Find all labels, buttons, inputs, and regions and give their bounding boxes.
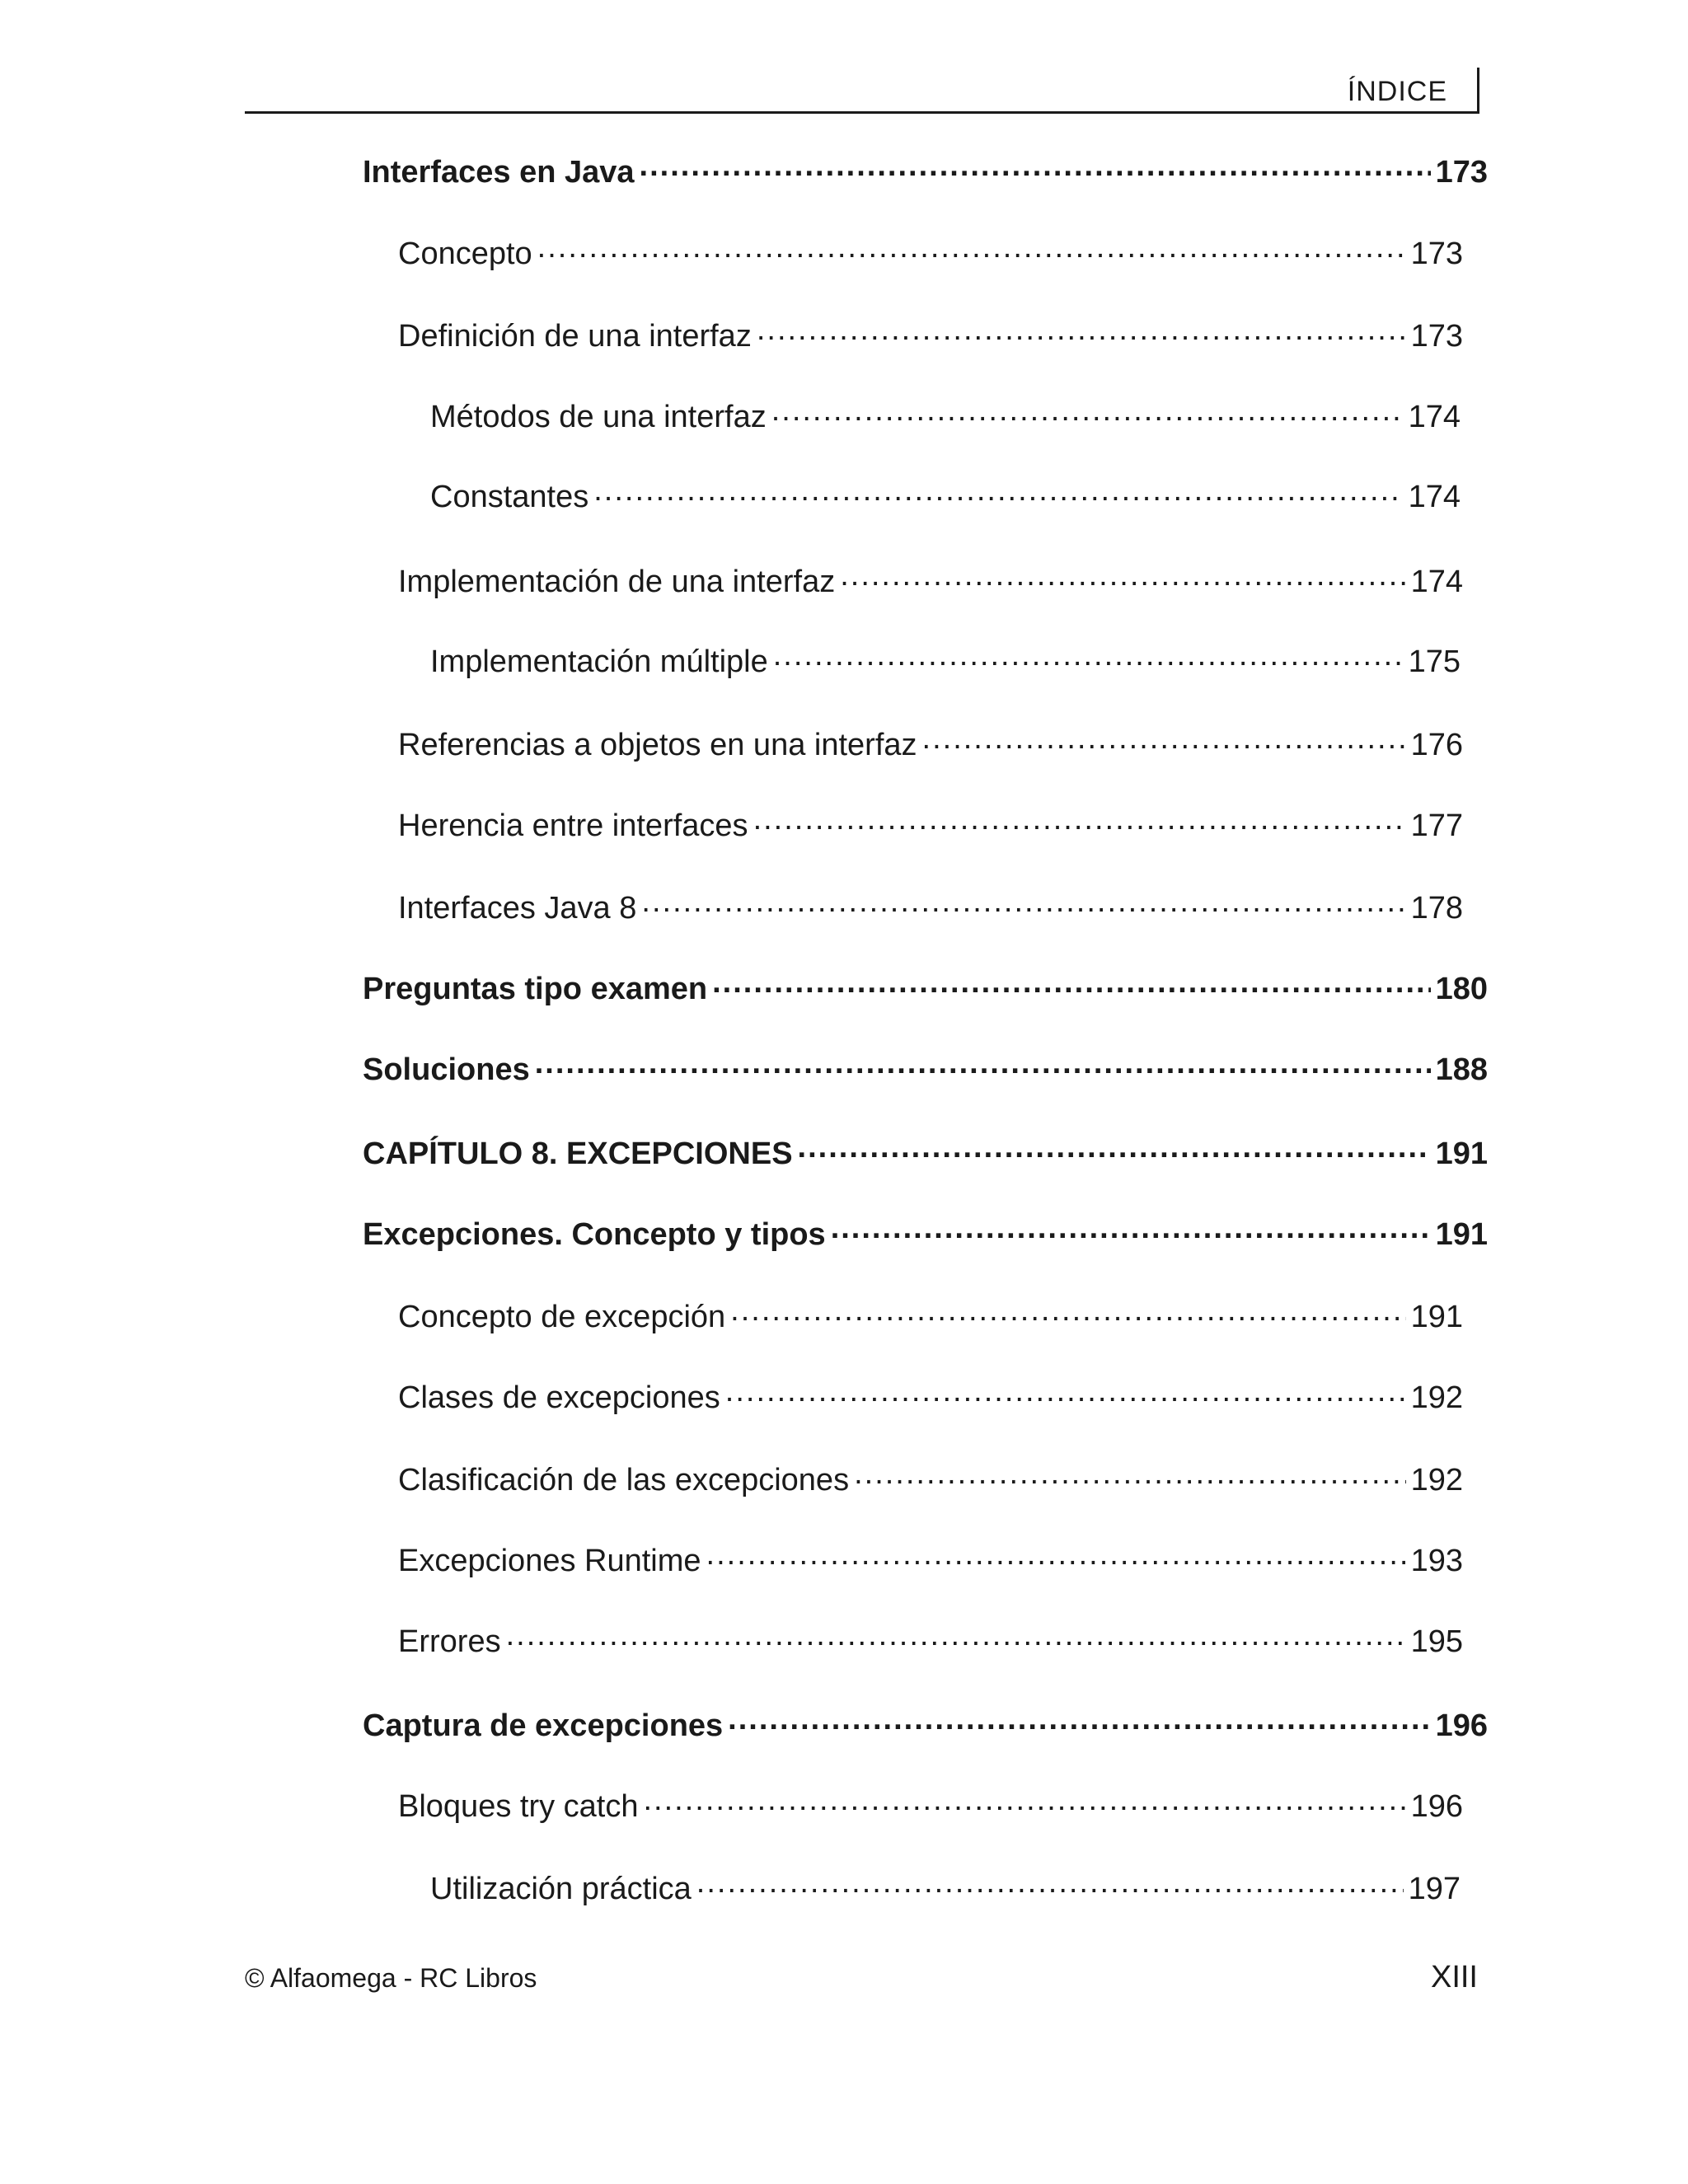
toc-entry-title: Interfaces Java 8 <box>398 891 637 926</box>
toc-entry-page: 173 <box>1435 155 1488 190</box>
toc-entry <box>398 724 1463 773</box>
toc-entry <box>363 151 1488 200</box>
toc-entry <box>398 1540 1463 1589</box>
toc-dot-leader <box>728 1704 1430 1736</box>
toc-dot-leader <box>712 968 1430 999</box>
toc-entry <box>363 1048 1488 1098</box>
toc-entry-title: Errores <box>398 1624 501 1659</box>
toc-entry-page: 195 <box>1410 1624 1463 1659</box>
toc-entry-page: 180 <box>1435 972 1488 1006</box>
toc-entry-page: 192 <box>1410 1380 1463 1415</box>
toc-entry-page: 178 <box>1410 891 1463 926</box>
toc-dot-leader <box>831 1213 1431 1244</box>
toc-dot-leader <box>798 1132 1431 1164</box>
toc-entry <box>363 968 1488 1017</box>
toc-entry-title: Referencias a objetos en una interfaz <box>398 728 917 762</box>
toc-entry <box>398 804 1463 854</box>
footer-copyright: © Alfaomega - RC Libros <box>245 1963 537 1993</box>
toc-entry-page: 191 <box>1435 1137 1488 1171</box>
toc-entry-page: 174 <box>1408 480 1461 514</box>
toc-dot-leader <box>593 476 1403 507</box>
toc-dot-leader <box>730 1296 1405 1327</box>
toc-entry <box>398 232 1463 282</box>
toc-dot-leader <box>840 560 1405 592</box>
toc-entry-title: Excepciones Runtime <box>398 1544 701 1578</box>
toc-entry <box>398 1620 1463 1670</box>
toc-entry <box>430 476 1461 525</box>
toc-entry-title: Constantes <box>430 480 589 514</box>
toc-dot-leader <box>537 232 1406 264</box>
toc-entry <box>430 1868 1461 1917</box>
toc-entry-title: Excepciones. Concepto y tipos <box>363 1217 826 1252</box>
toc-entry-page: 188 <box>1435 1052 1488 1087</box>
toc-entry <box>363 1704 1488 1754</box>
toc-dot-leader <box>757 315 1406 346</box>
toc-entry <box>398 315 1463 364</box>
toc-dot-leader <box>640 151 1431 182</box>
toc-dot-leader <box>854 1459 1406 1490</box>
toc-dot-leader <box>773 640 1404 672</box>
toc-entry-page: 174 <box>1410 565 1463 599</box>
toc-entry-title: Concepto <box>398 237 532 271</box>
toc-entry-page: 192 <box>1410 1463 1463 1497</box>
toc-entry-page: 173 <box>1410 237 1463 271</box>
toc-entry <box>398 1296 1463 1345</box>
toc-entry <box>398 887 1463 936</box>
toc-entry-title: Bloques try catch <box>398 1789 639 1824</box>
toc-entry-page: 173 <box>1410 319 1463 354</box>
toc-entry-title: Concepto de excepción <box>398 1300 726 1334</box>
running-header: ÍNDICE <box>1347 76 1447 107</box>
toc-entry-title: Clases de excepciones <box>398 1380 720 1415</box>
toc-entry-title: Interfaces en Java <box>363 155 635 190</box>
toc-entry-page: 193 <box>1410 1544 1463 1578</box>
toc-entry-title: Definición de una interfaz <box>398 319 752 354</box>
toc-entry <box>430 396 1461 445</box>
toc-entry-title: Preguntas tipo examen <box>363 972 708 1006</box>
toc-entry-title: Clasificación de las excepciones <box>398 1463 850 1497</box>
toc-dot-leader <box>922 724 1406 755</box>
toc-entry-page: 191 <box>1410 1300 1463 1334</box>
toc-entry-title: Utilización práctica <box>430 1872 692 1906</box>
toc-dot-leader <box>771 396 1404 427</box>
toc-entry-title: Implementación múltiple <box>430 644 768 679</box>
toc-entry-page: 175 <box>1408 644 1461 679</box>
toc-dot-leader <box>696 1868 1404 1899</box>
toc-dot-leader <box>506 1620 1406 1652</box>
toc-entry-title: Métodos de una interfaz <box>430 400 767 434</box>
toc-entry-title: Soluciones <box>363 1052 530 1087</box>
toc-entry <box>363 1213 1488 1263</box>
toc-dot-leader <box>753 804 1406 836</box>
toc-entry-page: 196 <box>1410 1789 1463 1824</box>
toc-dot-leader <box>535 1048 1431 1080</box>
toc-entry-page: 174 <box>1408 400 1461 434</box>
toc-entry-page: 196 <box>1435 1708 1488 1743</box>
toc-entry-page: 176 <box>1410 728 1463 762</box>
toc-entry <box>430 640 1461 690</box>
toc-entry <box>398 1376 1463 1426</box>
toc-entry <box>398 560 1463 610</box>
toc-entry-page: 197 <box>1408 1872 1461 1906</box>
toc-entry <box>398 1459 1463 1508</box>
footer-page-number: XIII <box>1430 1960 1478 1994</box>
toc-entry <box>398 1785 1463 1835</box>
toc-dot-leader <box>706 1540 1406 1571</box>
toc-entry <box>363 1132 1488 1182</box>
toc-entry-title: Implementación de una interfaz <box>398 565 836 599</box>
toc-dot-leader <box>725 1376 1406 1408</box>
toc-entry-title: Captura de excepciones <box>363 1708 724 1743</box>
toc-dot-leader <box>643 1785 1405 1816</box>
toc-entry-page: 191 <box>1435 1217 1488 1252</box>
toc-entry-title: Herencia entre interfaces <box>398 808 748 843</box>
toc-entry-page: 177 <box>1410 808 1463 843</box>
toc-dot-leader <box>641 887 1405 918</box>
toc-entry-title: CAPÍTULO 8. EXCEPCIONES <box>363 1137 793 1171</box>
